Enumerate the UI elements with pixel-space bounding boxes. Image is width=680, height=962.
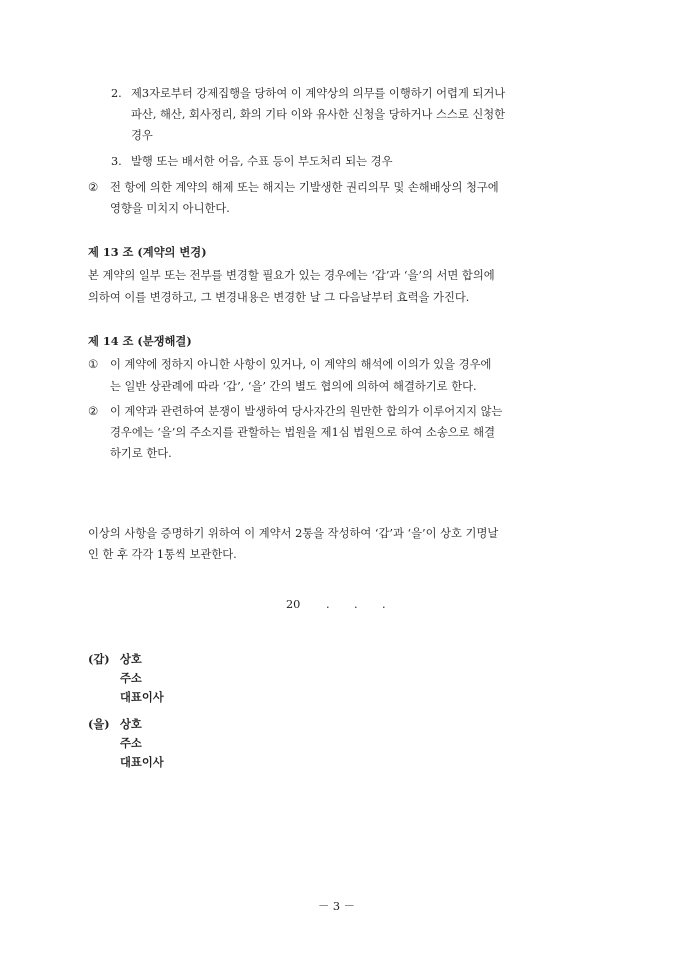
article-13-text-line: 본 계약의 일부 또는 전부를 변경할 필요가 있는 경우에는 ‘갑’과 ‘을’의 서면 합의에 (88, 269, 495, 282)
closing-text-line: 이상의 사항을 증명하기 위하여 이 계약서 2통을 작성하여 ‘갑’과 ‘을’이 상호 기명날 (88, 527, 499, 540)
page-number: － 3 － (318, 900, 355, 913)
closing-text-line: 인 한 후 각각 1통씩 보관한다. (88, 548, 237, 561)
article-14-title: 제 14 조 (분쟁해결) (88, 334, 192, 348)
party-a-representative-field: 대표이사 (120, 690, 164, 704)
party-a-label: (갑) (88, 652, 110, 666)
article-13-text-line: 의하여 이를 변경하고, 그 변경내용은 변경한 날 그 다음날부터 효력을 가진다. (88, 291, 470, 304)
paragraph-text-line: 영향을 미치지 아니한다. (110, 202, 230, 215)
paragraph-text-line: 이 계약에 정하지 아니한 사항이 있거나, 이 계약의 해석에 이의가 있을 경우에 (110, 358, 492, 371)
date-separator: . (354, 598, 358, 611)
date-year: 20 (286, 598, 301, 611)
item-text-line: 발행 또는 배서한 어음, 수표 등이 부도처리 되는 경우 (131, 155, 393, 168)
paragraph-marker: ② (88, 181, 99, 194)
item-text-line: 파산, 해산, 회사정리, 화의 기타 이와 유사한 신청을 당하거나 스스로 신청한 (131, 108, 506, 121)
article-13-title: 제 13 조 (계약의 변경) (88, 245, 207, 259)
date-separator: . (326, 598, 330, 611)
paragraph-text-line: 하기로 한다. (110, 447, 172, 460)
item-number: 3. (111, 155, 122, 168)
date-separator: . (382, 598, 386, 611)
item-text-line: 제3자로부터 강제집행을 당하여 이 계약상의 의무를 이행하기 어렵게 되거나 (131, 87, 506, 100)
party-b-representative-field: 대표이사 (120, 755, 164, 769)
party-b-address-field: 주소 (120, 736, 142, 750)
paragraph-text-line: 는 일반 상관례에 따라 ‘갑’, ‘을’ 간의 별도 협의에 의하여 해결하기로 한다. (110, 380, 477, 393)
party-a-address-field: 주소 (120, 671, 142, 685)
party-a-company-name-field: 상호 (120, 652, 142, 666)
paragraph-marker: ② (88, 405, 99, 418)
party-b-label: (을) (88, 717, 110, 731)
item-text-line: 경우 (131, 129, 153, 142)
paragraph-text-line: 경우에는 ‘을’의 주소지를 관할하는 법원을 제1심 법원으로 하여 소송으로 해결 (110, 426, 495, 439)
party-b-company-name-field: 상호 (120, 717, 142, 731)
paragraph-text-line: 이 계약과 관련하여 분쟁이 발생하여 당사자간의 원만한 합의가 이루어지지 않는 (110, 405, 503, 418)
item-number: 2. (111, 87, 122, 100)
paragraph-text-line: 전 항에 의한 계약의 해제 또는 해지는 기발생한 권리의무 및 손해배상의 청구에 (110, 181, 499, 194)
paragraph-marker: ① (88, 358, 99, 371)
